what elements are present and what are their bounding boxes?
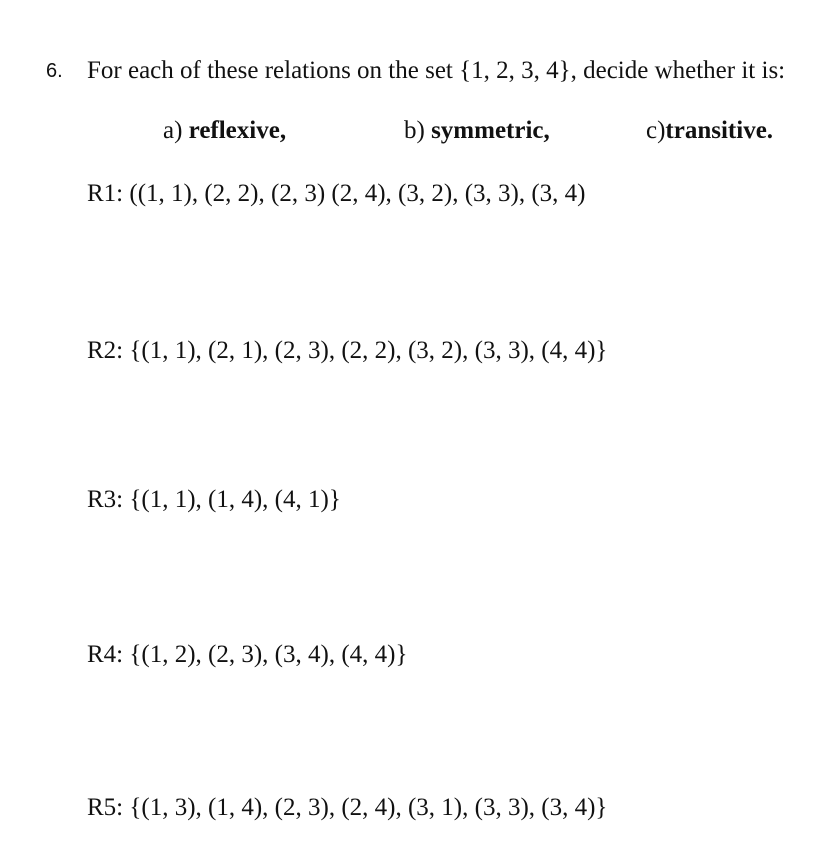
option-b-label: symmetric,: [431, 117, 550, 144]
option-c-prefix: c): [646, 117, 666, 144]
question-number: 6.: [46, 60, 63, 82]
relation-r3: R3: {(1, 1), (1, 4), (4, 1)}: [87, 486, 341, 513]
relation-r5: R5: {(1, 3), (1, 4), (2, 3), (2, 4), (3, 1), (3, 3), (3, 4)}: [87, 794, 608, 821]
option-c-label: transitive.: [665, 117, 774, 144]
relation-r4: R4: {(1, 2), (2, 3), (3, 4), (4, 4)}: [87, 641, 408, 668]
option-a: [163, 118, 286, 143]
relation-r1: R1: ((1, 1), (2, 2), (2, 3) (2, 4), (3, 2), (3, 3), (3, 4): [87, 180, 586, 207]
option-c: [646, 118, 773, 143]
option-a-prefix: a): [163, 117, 189, 144]
option-b-prefix: b): [404, 117, 432, 144]
question-text: For each of these relations on the set {1, 2, 3, 4}, decide whether it is:: [87, 57, 786, 84]
relation-r2: R2: {(1, 1), (2, 1), (2, 3), (2, 2), (3, 2), (3, 3), (4, 4)}: [87, 337, 608, 364]
option-a-label: reflexive,: [188, 117, 287, 144]
option-b: [404, 118, 550, 143]
